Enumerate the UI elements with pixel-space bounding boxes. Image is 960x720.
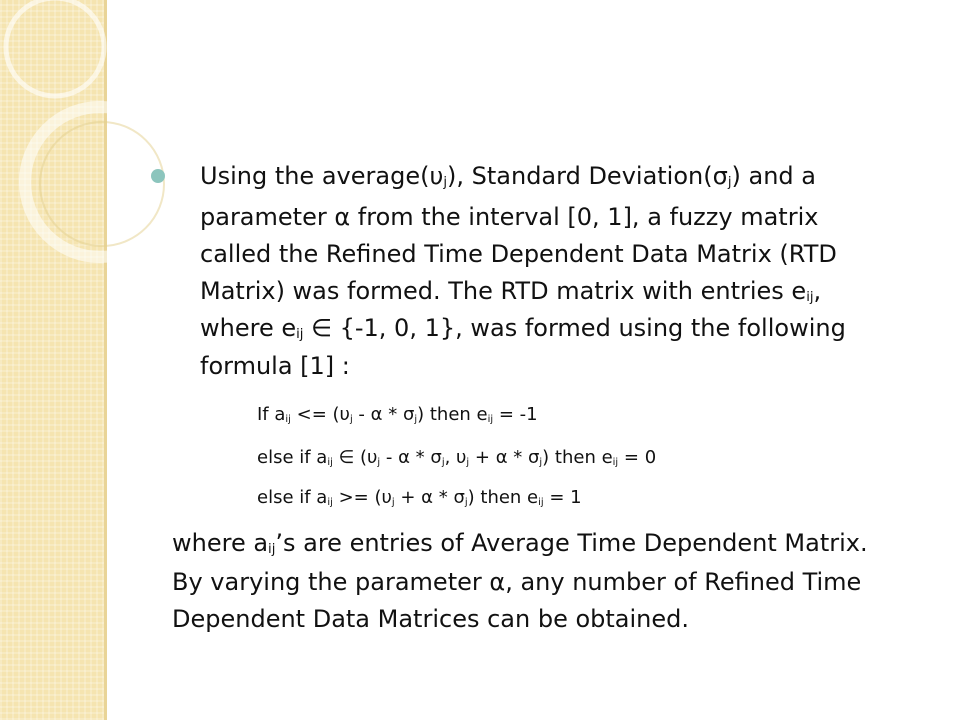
bullet-line-6: formula [1] : — [200, 352, 350, 380]
formula-line-3: else if $a_{ij} >= (\upsilon_j + \alpha * \sigma_j)$ then $e_{ij} = 1$ — [257, 487, 582, 508]
formula-line-2: else if $a_{ij}$ ∈ ($\upsilon_j$ - α * $\sigma_j$, $\upsilon_j + \alpha * \sigma_j$) then $e_{ij} = 0$ — [257, 447, 657, 468]
closing-line-1: where $a_{ij}’s$ are entries of Average Time Dependent Matrix. — [172, 529, 868, 557]
bullet-line-5: where $e_{ij}$ ∈ {-1, 0, 1}, was formed using the following — [200, 314, 846, 342]
bullet-line-4: Matrix) was formed. The RTD matrix with entries $e_{ij}$, — [200, 277, 822, 305]
closing-line-2: By varying the parameter α, any number of Refined Time — [172, 568, 862, 596]
formula-line-1: If $a_{ij} <= (\upsilon_j - \alpha * \sigma_j)$ then $e_{ij} = -1$ — [257, 404, 538, 425]
bullet-line-1: Using the $average(\upsilon_j)$, Standard $Deviation(\sigma_j)$ and a — [200, 162, 816, 190]
bullet-dot — [151, 169, 165, 183]
bullet-line-2: parameter α from the interval [0, 1], a fuzzy matrix — [200, 203, 819, 231]
bullet-line-3: called the Refined Time Dependent Data Matrix (RTD — [200, 240, 837, 268]
closing-line-3: Dependent Data Matrices can be obtained. — [172, 605, 690, 633]
